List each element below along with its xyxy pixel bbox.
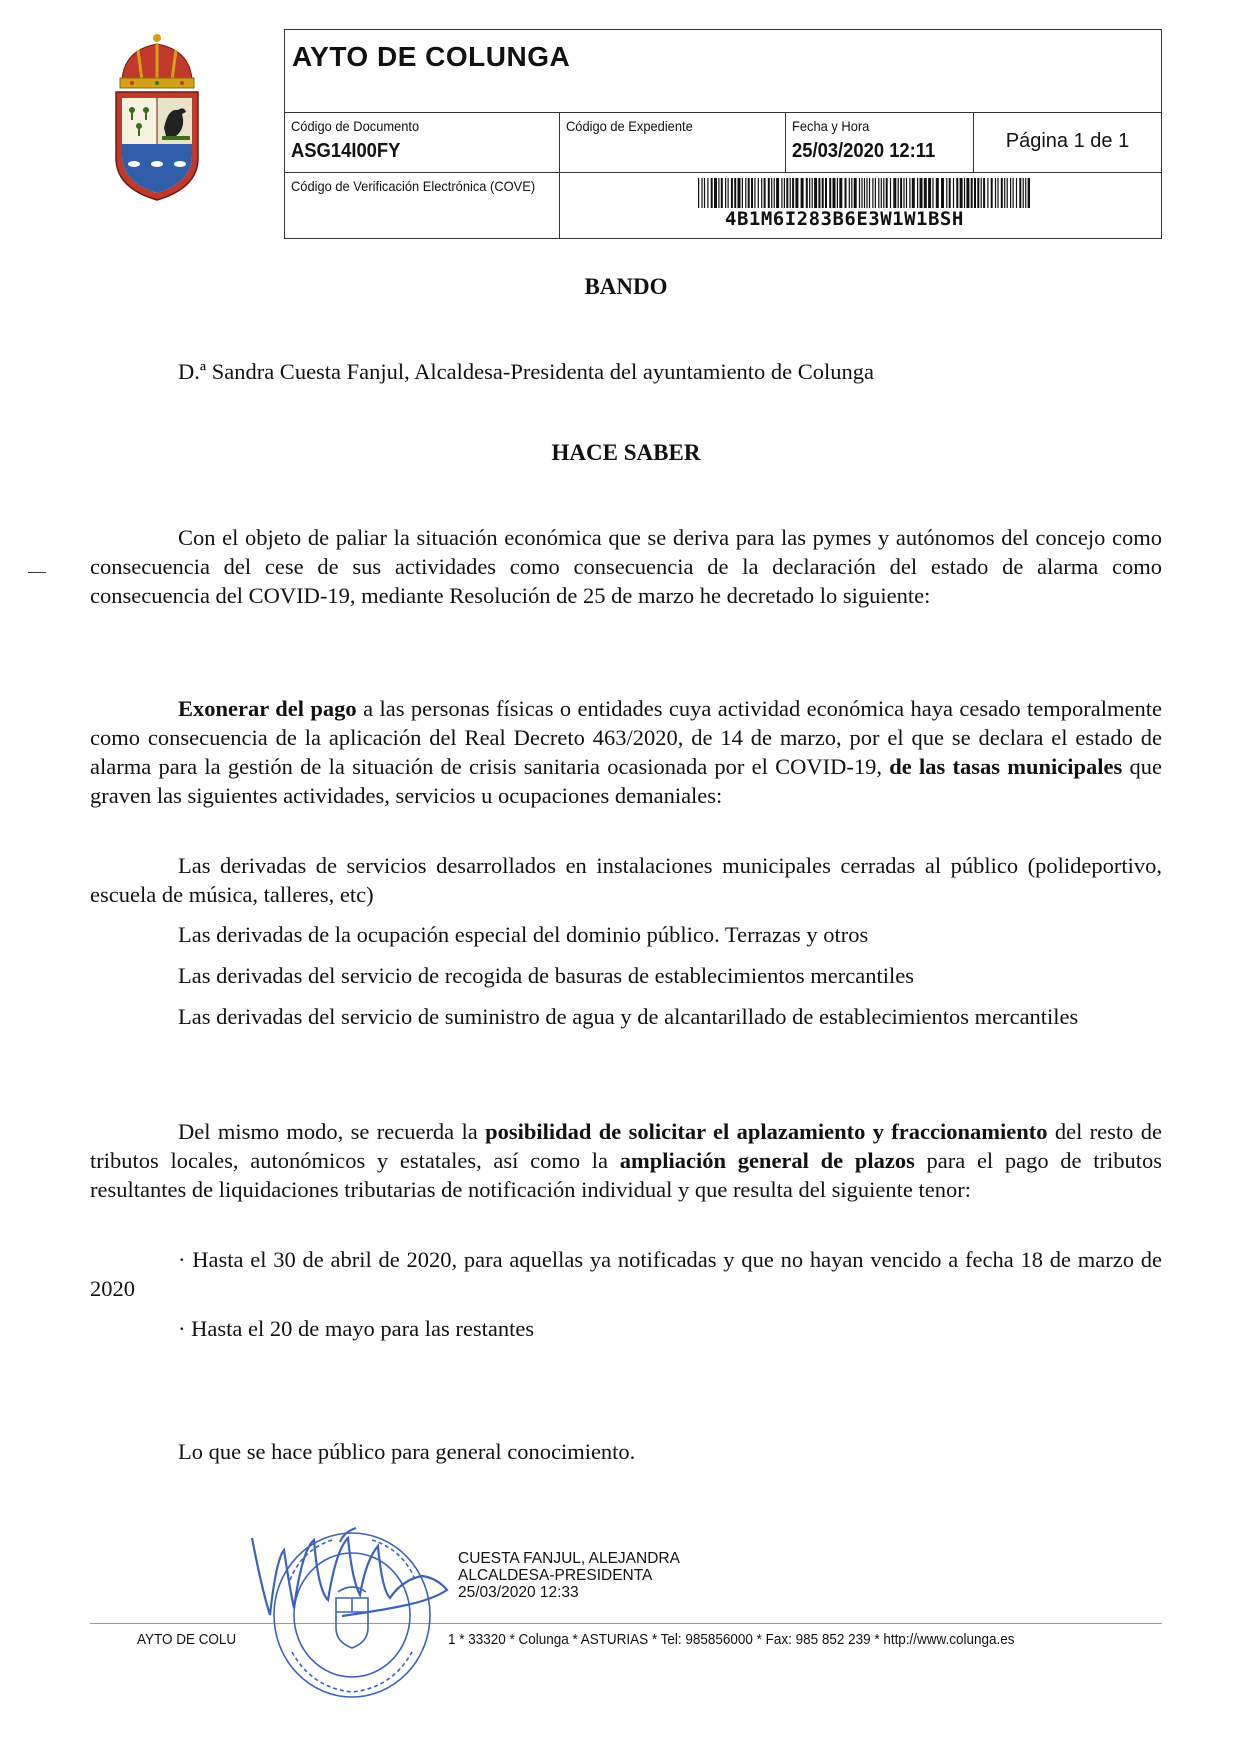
page-number: Página 1 de 1 xyxy=(1005,130,1130,152)
organization-name: AYTO DE COLUNGA xyxy=(292,41,571,72)
footer-organization: AYTO DE COLU xyxy=(137,1632,237,1648)
file-code-cell xyxy=(559,112,785,172)
document-title: BANDO xyxy=(584,274,668,299)
deferral-bold-2: ampliación general de plazos xyxy=(619,1148,915,1173)
exoneration-middle: a las personas físicas o entidades cuya actividad económica haya cesado temporalmente como consecuencia de la aplicación del Real Decreto 463/2020, de 14 de marzo, por el que se declara el estado de alarma para la gestión de la situación de crisis sanitaria ocasionada por el COVID-19, xyxy=(90,696,1162,779)
deferral-bold-1: posibilidad de solicitar el aplazamiento y fraccionamiento xyxy=(485,1119,1048,1144)
deferral-middle: del resto de tributos locales, autonómicos y estatales, así como la xyxy=(90,1119,1162,1173)
signer-name: CUESTA FANJUL, ALEJANDRA xyxy=(458,1550,680,1567)
coat-of-arms-logo xyxy=(112,28,202,204)
datetime-value: 25/03/2020 12:11 xyxy=(792,140,936,162)
document-code-value: ASG14I00FY xyxy=(291,140,401,162)
list-item: Las derivadas del servicio de recogida de basuras de establecimientos mercantiles xyxy=(178,963,914,988)
intro-paragraph: Con el objeto de paliar la situación económica que se deriva para las pymes y autónomos del concejo como consecuencia del cese de sus actividades como consecuencia de la declaración del estado de alarma como consecuencia del COVID-19, mediante Resolución de 25 de marzo he decretado lo siguiente: xyxy=(90,525,1162,608)
deferral-end: para el pago de tributos resultantes de liquidaciones tributarias de notificación individual y que resulta del siguiente tenor: xyxy=(90,1148,1162,1202)
deferral-start: Del mismo modo, se recuerda la xyxy=(178,1119,486,1144)
document-code-label: Código de Documento xyxy=(291,118,420,134)
deadline-item: · Hasta el 30 de abril de 2020, para aquellas ya notificadas y que no hayan vencido a fecha 18 de marzo de 2020 xyxy=(90,1247,1162,1301)
cove-code: 4B1M6I283B6E3W1W1BSH xyxy=(725,208,964,230)
exoneration-end: que graven las siguientes actividades, servicios u ocupaciones demaniales: xyxy=(90,754,1162,808)
datetime-label: Fecha y Hora xyxy=(792,118,870,134)
exoneration-bold-middle: de las tasas municipales xyxy=(889,754,1123,779)
deadline-item: · Hasta el 20 de mayo para las restantes xyxy=(178,1316,535,1341)
footer-contact: 1 * 33320 * Colunga * ASTURIAS * Tel: 985856000 * Fax: 985 852 239 * http://www.colunga.es xyxy=(448,1632,1015,1648)
exoneration-paragraph xyxy=(90,694,1162,810)
file-code-label: Código de Expediente xyxy=(566,118,693,134)
mayor-line: D.ª Sandra Cuesta Fanjul, Alcaldesa-Presidenta del ayuntamiento de Colunga xyxy=(178,359,875,384)
document-header-table xyxy=(284,29,1162,239)
cove-label-cell xyxy=(285,172,559,238)
document-code-cell xyxy=(285,112,559,172)
list-item: Las derivadas de servicios desarrollados en instalaciones municipales cerradas al público (polideportivo, escuela de música, talleres, etc) xyxy=(90,853,1162,907)
cove-label: Código de Verificación Electrónica (COVE) xyxy=(291,178,536,194)
deferral-paragraph xyxy=(90,1117,1162,1204)
signer-role: ALCALDESA-PRESIDENTA xyxy=(458,1567,653,1584)
exoneration-bold-start: Exonerar del pago xyxy=(178,696,357,721)
list-item: Las derivadas del servicio de suministro de agua y de alcantarillado de establecimientos mercantiles xyxy=(178,1004,1079,1029)
margin-mark xyxy=(28,572,46,573)
page-cell xyxy=(973,112,1161,172)
hace-saber-heading: HACE SABER xyxy=(551,440,701,465)
official-seal-stamp xyxy=(232,1520,462,1700)
signature-datetime: 25/03/2020 12:33 xyxy=(458,1584,579,1601)
closing-line: Lo que se hace público para general conocimiento. xyxy=(178,1439,636,1464)
datetime-cell xyxy=(785,112,973,172)
list-item: Las derivadas de la ocupación especial del dominio público. Terrazas y otros xyxy=(178,922,869,947)
barcode-image xyxy=(698,178,1030,208)
